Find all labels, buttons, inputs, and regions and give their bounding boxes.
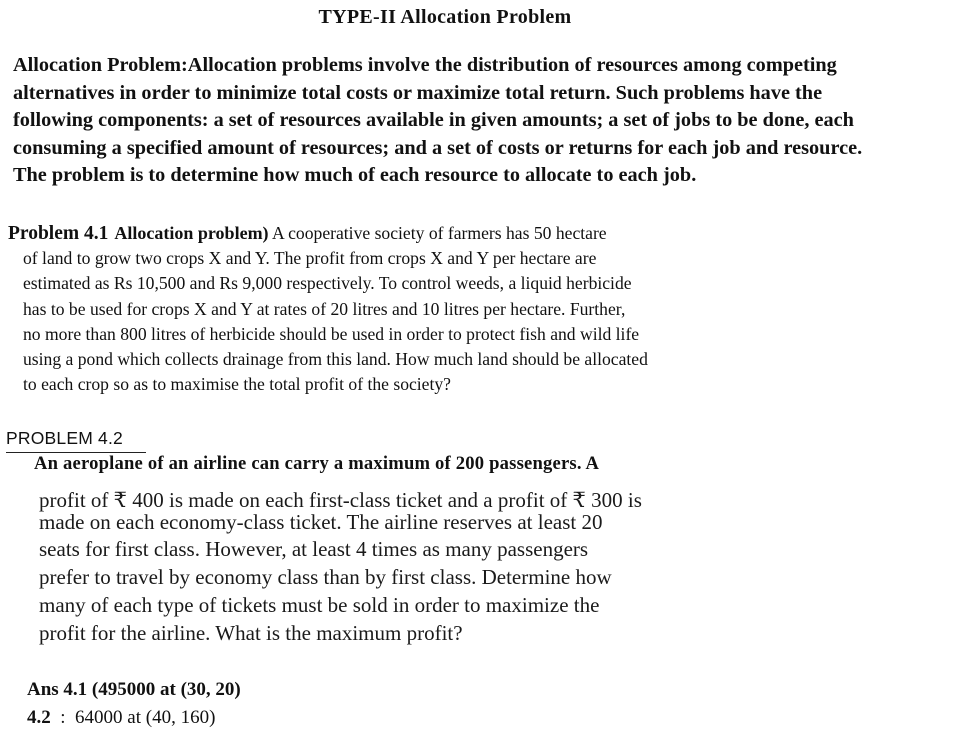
answers	[27, 676, 241, 732]
problem-4-2-line: profit of ₹ 400 is made on each first-class ticket and a profit of ₹ 300 is	[39, 488, 642, 512]
problem-4-1-line: no more than 800 litres of herbicide should be used in order to protect fish and wild life	[23, 323, 640, 344]
intro-line: following components: a set of resources available in given amounts; a set of jobs to be done, each	[13, 109, 854, 132]
problem-4-1	[8, 221, 748, 397]
problem-4-2-line: made on each economy-class ticket. The airline reserves at least 20	[39, 509, 603, 534]
problem-4-1-line: to each crop so as to maximise the total profit of the society?	[23, 374, 451, 395]
problem-4-2-line: prefer to travel by economy class than by first class. Determine how	[39, 565, 612, 590]
problem-4-1-line: using a pond which collects drainage from this land. How much land should be allocated	[23, 349, 648, 370]
problem-4-1-line: has to be used for crops X and Y at rates of 20 litres and 10 litres per hectare. Further,	[23, 298, 626, 319]
problem-4-1-line: estimated as Rs 10,500 and Rs 9,000 respectively. To control weeds, a liquid herbicide	[23, 273, 632, 294]
problem-4-2-lead: An aeroplane of an airline can carry a maximum of 200 passengers. A	[34, 453, 600, 474]
problem-4-1-heading: Problem 4.1	[8, 223, 109, 244]
intro-line: alternatives in order to minimize total costs or maximize total return. Such problems have the	[13, 81, 823, 104]
answer-4-2-number: 4.2	[27, 707, 51, 728]
intro-paragraph	[13, 52, 958, 190]
problem-4-2-body	[39, 487, 779, 647]
problem-4-1-line: of land to grow two crops X and Y. The profit from crops X and Y per hectare are	[23, 248, 597, 269]
problem-4-2-line: many of each type of tickets must be sold in order to maximize the	[39, 592, 600, 617]
intro-line: consuming a specified amount of resources; and a set of costs or returns for each job and resource.	[13, 136, 863, 159]
answer-4-1: Ans 4.1 (495000 at (30, 20)	[27, 679, 241, 700]
intro-line: Allocation Problem:Allocation problems involve the distribution of resources among competing	[13, 54, 837, 76]
problem-4-2-heading: PROBLEM 4.2	[6, 428, 123, 448]
page-title: TYPE-II Allocation Problem	[318, 6, 572, 28]
problem-4-2-line: profit for the airline. What is the maximum profit?	[39, 620, 463, 645]
problem-4-1-first-line	[8, 221, 748, 246]
answer-4-2-text: : 64000 at (40, 160)	[50, 707, 216, 728]
intro-line: The problem is to determine how much of each resource to allocate to each job.	[13, 164, 697, 187]
answer-4-2	[27, 704, 241, 732]
problem-4-1-first-text: A cooperative society of farmers has 50 hectare	[268, 223, 607, 243]
problem-4-1-subheading: Allocation problem)	[114, 223, 269, 243]
problem-4-2-line: seats for first class. However, at least 4 times as many passengers	[39, 537, 589, 562]
